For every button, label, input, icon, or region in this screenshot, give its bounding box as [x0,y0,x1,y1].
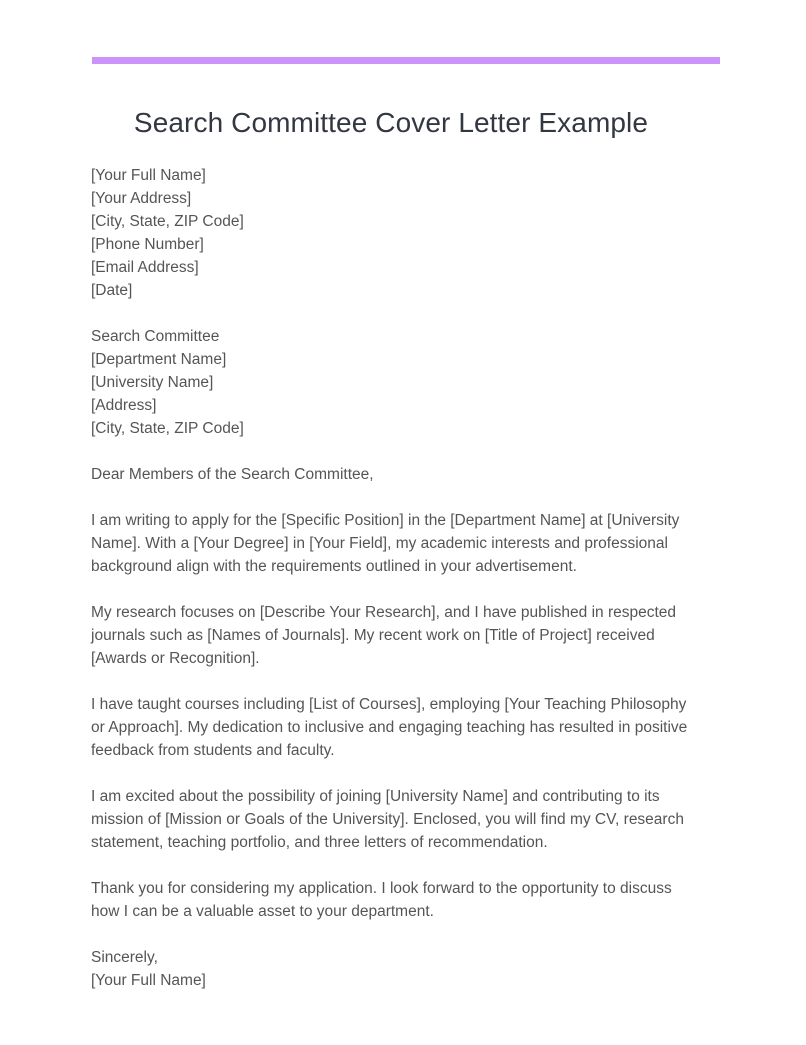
signoff-block [91,946,691,992]
recipient-address-block [91,325,691,440]
recipient-line: Search Committee [91,328,220,345]
closing-text: Sincerely, [91,949,158,966]
body-paragraph: I am excited about the possibility of joining [University Name] and contributing to its mission of [Mission or Goals of the University]. Enclosed, you will find my CV, research statement, teaching portfolio, and three letters of recommendation. [91,788,684,851]
recipient-line: [City, State, ZIP Code] [91,420,244,437]
salutation: Dear Members of the Search Committee, [91,466,374,483]
body-paragraph: I am writing to apply for the [Specific Position] in the [Department Name] at [University Name]. With a [Your Degree] in [Your Field], my academic interests and professional background align with the requirements outlined in your advertisement. [91,512,680,575]
sender-line: [Date] [91,282,133,299]
page-title: Search Committee Cover Letter Example [133,107,649,138]
body-paragraph: I have taught courses including [List of Courses], employing [Your Teaching Philosophy or Approach]. My dedication to inclusive and engaging teaching has resulted in positive feedback from students and faculty. [91,696,688,759]
sender-line: [Your Full Name] [91,167,206,184]
body-paragraph: My research focuses on [Describe Your Research], and I have published in respected journals such as [Names of Journals]. My recent work on [Title of Project] received [Awards or Recognition]. [91,604,677,667]
body-paragraph: Thank you for considering my application. I look forward to the opportunity to discuss how I can be a valuable asset to your department. [91,880,672,920]
accent-bar [92,57,720,64]
sender-line: [Email Address] [91,259,199,276]
recipient-line: [Address] [91,397,157,414]
recipient-line: [Department Name] [91,351,227,368]
signature-name: [Your Full Name] [91,972,206,989]
sender-line: [Your Address] [91,190,192,207]
letter-body [91,164,691,992]
recipient-line: [University Name] [91,374,214,391]
sender-address-block [91,164,691,302]
sender-line: [City, State, ZIP Code] [91,213,244,230]
sender-line: [Phone Number] [91,236,204,253]
